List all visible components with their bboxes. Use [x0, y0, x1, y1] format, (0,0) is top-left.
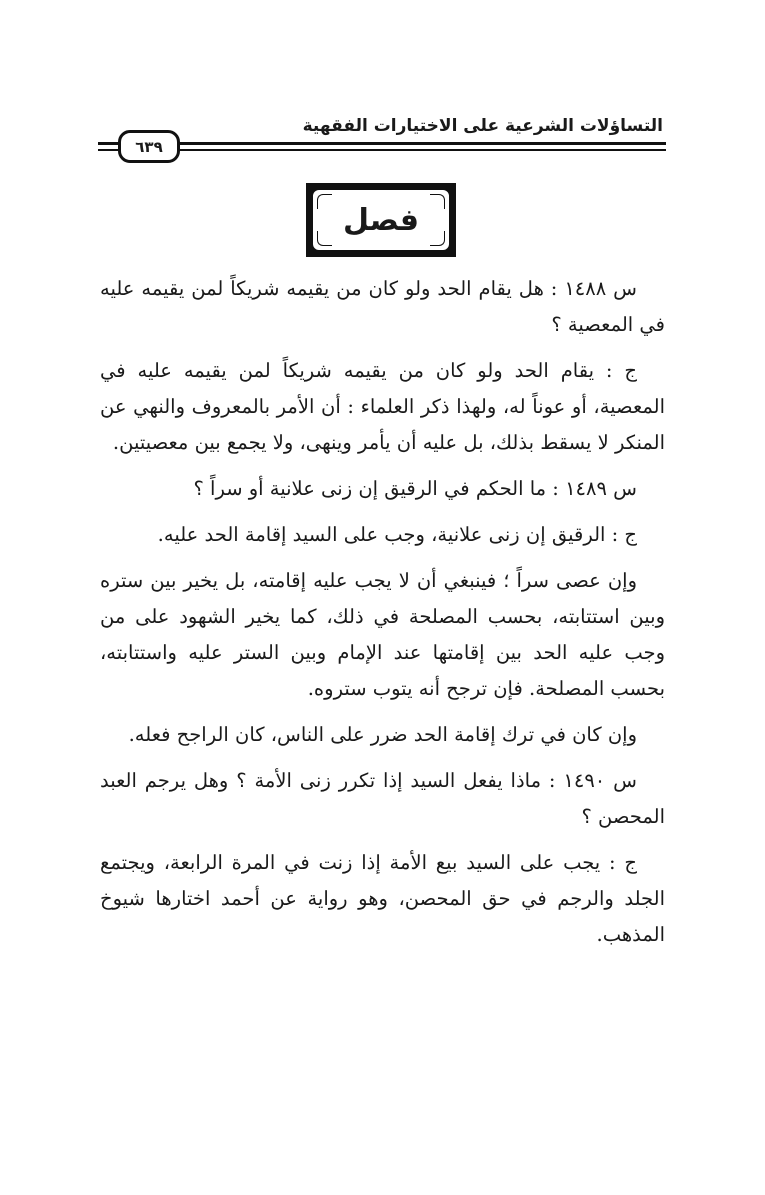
- body-text: [100, 271, 665, 963]
- frame-corner-ornament: [317, 194, 332, 209]
- answer-1490: ج : يجب على السيد بيع الأمة إذا زنت في المرة الرابعة، ويجتمع الجلد والرجم في حق المحصن، وهو رواية عن أحمد اختارها شيوخ المذهب.: [100, 851, 665, 946]
- question-1489: س ١٤٨٩ : ما الحكم في الرقيق إن زنى علانية أو سراً ؟: [193, 477, 637, 500]
- answer-1489-continued: وإن عصى سراً ؛ فينبغي أن لا يجب عليه إقامته، بل يخير بين ستره وبين استتابته، بحسب المصلحة في ذلك، كما يخير الشهود على من وجب عليه الحد بين إقامتها عند الإمام وبين الستر عليه واستتابته، بحسب المصلحة. فإن ترجح أنه يتوب ستروه.: [100, 569, 665, 700]
- header-rule-top-line: [98, 142, 666, 145]
- header-rule: [98, 142, 666, 154]
- answer-1488: ج : يقام الحد ولو كان من يقيمه شريكاً لمن يقيمه عليه في المعصية، أو عوناً له، ولهذا ذكر العلماء : أن الأمر بالمعروف والنهي عن المنكر لا يسقط بذلك، بل عليه أن يأمر وينهى، ولا يجمع بين معصيتين.: [100, 359, 665, 454]
- section-heading-frame: [306, 183, 456, 257]
- running-title: التساؤلات الشرعية على الاختيارات الفقهية: [302, 116, 663, 136]
- frame-corner-ornament: [317, 231, 332, 246]
- page-number: ٦٣٩: [118, 130, 180, 163]
- header-rule-bottom-line: [98, 149, 666, 151]
- frame-corner-ornament: [430, 194, 445, 209]
- answer-1489-conclusion: وإن كان في ترك إقامة الحد ضرر على الناس، كان الراجح فعله.: [128, 723, 637, 746]
- section-heading-inner: [312, 189, 450, 251]
- question-1490: س ١٤٩٠ : ماذا يفعل السيد إذا تكرر زنى الأمة ؟ وهل يرجم العبد المحصن ؟: [100, 769, 665, 828]
- answer-1489: ج : الرقيق إن زنى علانية، وجب على السيد إقامة الحد عليه.: [157, 523, 637, 546]
- section-title: فصل: [343, 202, 419, 238]
- question-1488: س ١٤٨٨ : هل يقام الحد ولو كان من يقيمه شريكاً لمن يقيمه عليه في المعصية ؟: [100, 277, 665, 336]
- frame-corner-ornament: [430, 231, 445, 246]
